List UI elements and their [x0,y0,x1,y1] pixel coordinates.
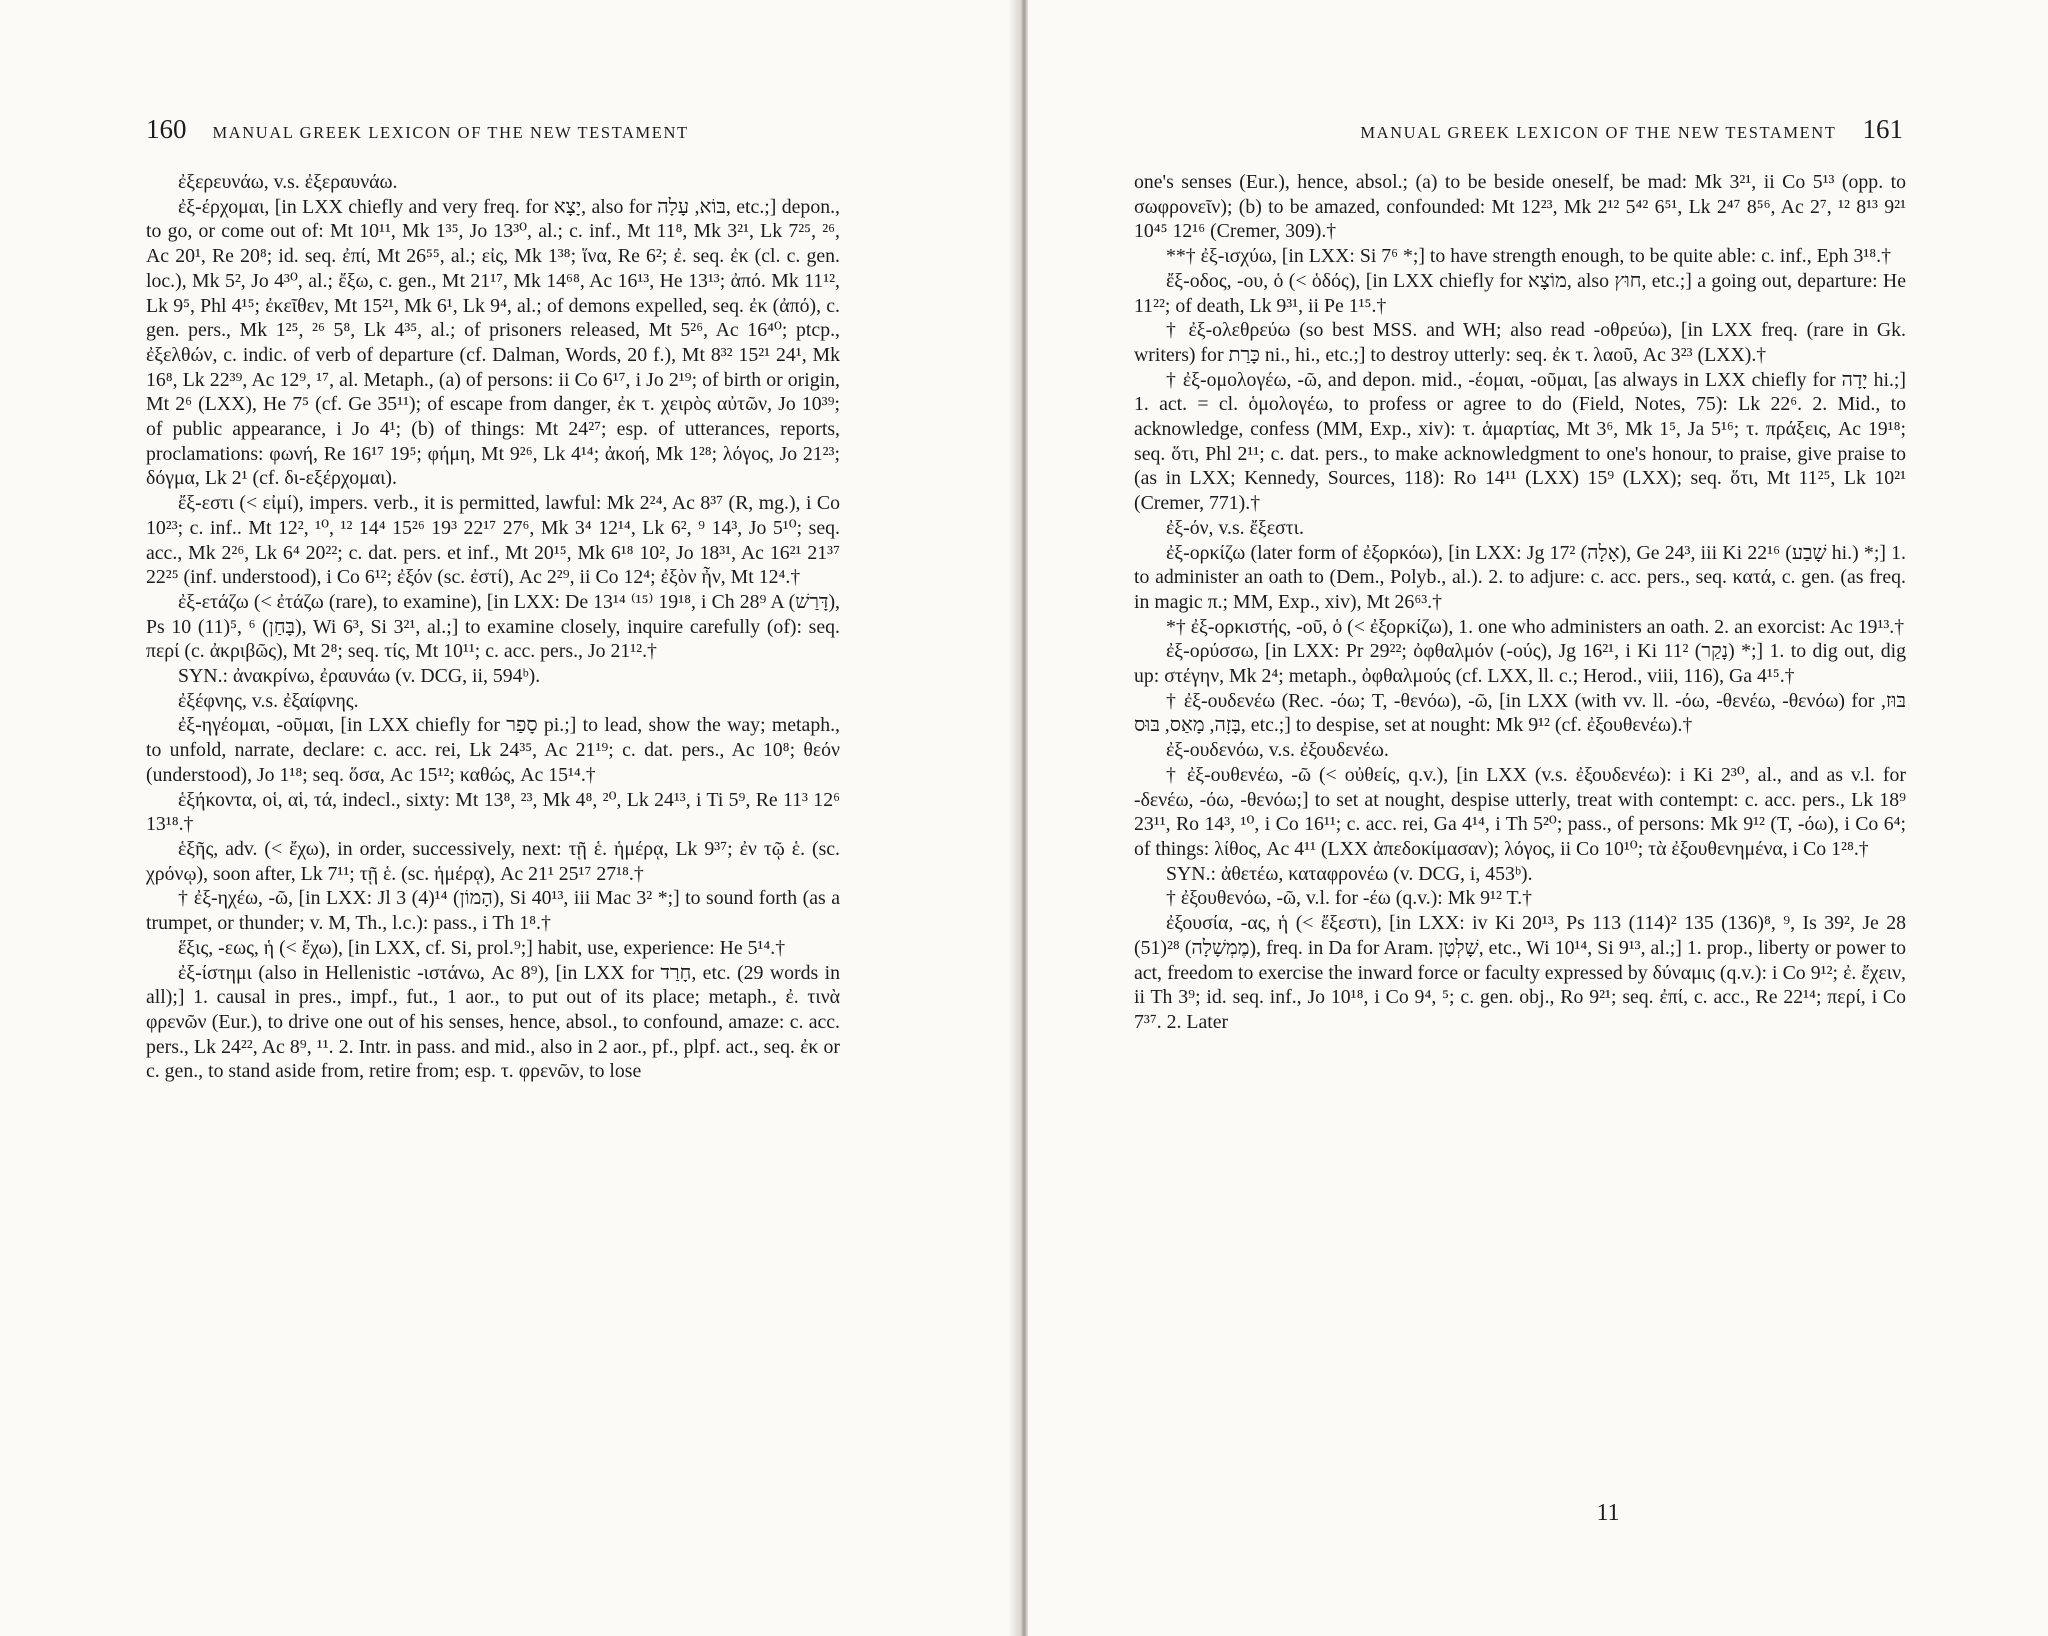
lexicon-entry: ἐξ-ίστημι (also in Hellenistic -ιστάνω, Ac 8⁹), [in LXX for חָרַד, etc. (29 words in all);] 1. causal in pres., impf., fut., 1 aor., to put out of its place; metaph., ἐ. τινὰ φρενῶν (Eur.), to drive one out of his senses, hence, absol., to confound, amaze: c. acc. pers., Lk 24²², Ac 8⁹, ¹¹. 2. Intr. in pass. and mid., also in 2 aor., pf., plpf. act., seq. ἐκ or c. gen., to stand aside from, retire from; esp. τ. φρενῶν, to lose [146,961,840,1083]
lexicon-entry: ἕξις, -εως, ἡ (< ἔχω), [in LXX, cf. Si, prol.⁹;] habit, use, experience: He 5¹⁴.† [178,936,786,959]
right-page [1028,0,2048,1636]
lexicon-entry: ἐξερευνάω, v.s. ἐξεραυνάω. [178,171,398,193]
lexicon-entry: SYN.: ἀνακρίνω, ἐραυνάω (v. DCG, ii, 594ᵇ). [178,665,541,688]
lexicon-entry: SYN.: ἀθετέω, καταφρονέω (v. DCG, i, 453ᵇ). [1166,862,1533,885]
left-page [0,0,1020,1636]
lexicon-entry: † ἐξ-ηχέω, -ῶ, [in LXX: Jl 3 (4)¹⁴ (הָמוֹן), Si 40¹³, iii Mac 3² *;] to sound forth (as a trumpet, or thunder; v. M, Th., l.c.): pass., i Th 1⁸.† [146,887,840,935]
lexicon-entry: ἐξ-ηγέομαι, -οῦμαι, [in LXX chiefly for סָפַר pi.;] to lead, show the way; metaph., to unfold, narrate, declare: c. acc. rei, Lk 24³⁵, Ac 21¹⁹; c. dat. pers., Ac 10⁸; θεόν (understood), Jo 1¹⁸; seq. ὅσα, Ac 15¹²; καθώς, Ac 15¹⁴.† [146,714,840,786]
lexicon-entry: ἐξ-ετάζω (< ἐτάζω (rare), to examine), [in LXX: De 13¹⁴ ⁽¹⁵⁾ 19¹⁸, i Ch 28⁹ A (דָּרַשׁ), Ps 10 (11)⁵, ⁶ (בָּחַן), Wi 6³, Si 3²¹, al.;] to examine closely, inquire carefully (of): seq. περί (c. ἀκριβῶς), Mt 2⁸; seq. τίς, Mt 10¹¹; c. acc. pers., Jo 21¹².† [146,590,840,663]
lexicon-entry: ἑξῆς, adv. (< ἔχω), in order, successively, next: τῇ ἑ. ἡμέρᾳ, Lk 9³⁷; ἐν τῷ ἑ. (sc. χρόνῳ), soon after, Lk 7¹¹; τῇ ἑ. (sc. ἡμέρᾳ), Ac 21¹ 25¹⁷ 27¹⁸.† [146,837,840,885]
page-number: 161 [1862,114,1903,144]
lexicon-entry: ἔξ-εστι (< εἰμί), impers. verb., it is permitted, lawful: Mk 2²⁴, Ac 8³⁷ (R, mg.), i Co 10²³; c. inf.. Mt 12², ¹⁰, ¹² 14⁴ 15²⁶ 19³ 22¹⁷ 27⁶, Mk 3⁴ 12¹⁴, Lk 6², ⁹ 14³, Jo 5¹⁰; seq. acc., Mk 2²⁶, Lk 6⁴ 20²²; c. dat. pers. et inf., Mt 20¹⁵, Mk 6¹⁸ 10², Jo 18³¹, Ac 16²¹ 21³⁷ 22²⁵ (inf. understood), i Co 6¹²; ἐξόν (sc. ἐστί), Ac 2²⁹, ii Co 12⁴; ἐξὸν ἦν, Mt 12⁴.† [146,492,840,589]
lexicon-entry: **† ἐξ-ισχύω, [in LXX: Si 7⁶ *;] to have strength enough, to be quite able: c. inf., Eph 3¹⁸.† [1166,245,1892,268]
lexicon-entry: one's senses (Eur.), hence, absol.; (a) to be beside oneself, be mad: Mk 3²¹, ii Co 5¹³ (opp. to σωφρονεῖν); (b) to be amazed, confounded: Mt 12²³, Mk 2¹² 5⁴² 6⁵¹, Lk 2⁴⁷ 8⁵⁶, Ac 2⁷, ¹² 8¹³ 9²¹ 10⁴⁵ 12¹⁶ (Cremer, 309).† [1134,171,1906,243]
lexicon-entry: † ἐξουθενόω, -ῶ, v.l. for -έω (q.v.): Mk 9¹² T.† [1166,887,1532,910]
lexicon-entry: ἐξουσία, -ας, ἡ (< ἔξεστι), [in LXX: iv Ki 20¹³, Ps 113 (114)² 135 (136)⁸, ⁹, Is 39², Je 28 (51)²⁸ (מֶמְשָׁלָה), freq. in Da for Aram. שָׁלְטָן, etc., Wi 10¹⁴, Si 9¹³, al.;] 1. prop., liberty or power to act, freedom to exercise the inward force or faculty expressed by δύναμις (q.v.): i Co 9¹²; ἐ. ἔχειν, ii Th 3⁹; id. seq. inf., Jo 10¹⁸, i Co 9⁴, ⁵; c. gen. obj., Ro 9²¹; seq. ἐπί, c. acc., Re 22¹⁴; περί, i Co 7³⁷. 2. Later [1134,912,1906,1033]
page-number: 160 [146,114,187,144]
page-header [146,114,836,154]
lexicon-entry: † ἐξ-ομολογέω, -ῶ, and depon. mid., -έομαι, -οῦμαι, [as always in LXX chiefly for יָדָה hi.;] 1. act. = cl. ὁμολογέω, to profess or agree to do (Field, Notes, 75): Lk 22⁶. 2. Mid., to acknowledge, confess (MM, Exp., xiv): τ. ἁμαρτίας, Mt 3⁶, Mk 1⁵, Ja 5¹⁶; τ. πράξεις, Ac 19¹⁸; seq. ὅτι, Phl 2¹¹; c. dat. pers., to make acknowledgment to one's honour, to praise, give praise to (as in LXX; Kennedy, Sources, 118): Ro 14¹¹ (LXX) 15⁹ (LXX); seq. ὅτι, Mt 11²⁵, Lk 10²¹ (Cremer, 771).† [1134,368,1906,515]
lexicon-entry: *† ἐξ-ορκιστής, -οῦ, ὁ (< ἐξορκίζω), 1. one who administers an oath. 2. an exorcist: Ac 19¹³.† [1166,615,1905,638]
lexicon-entry: † ἐξ-ουδενέω (Rec. -όω; T, -θενόω), -ῶ, [in LXX (with vv. ll. -όω, -θενέω, -θενόω) for בּוּז, בָּזָה, מָאַס, בּוּס, etc.;] to despise, set at nought: Mk 9¹² (cf. ἐξουθενέω).† [1134,689,1906,737]
lexicon-entry: ἑξήκοντα, οἱ, αἱ, τά, indecl., sixty: Mt 13⁸, ²³, Mk 4⁸, ²⁰, Lk 24¹³, i Ti 5⁹, Re 11³ 12⁶ 13¹⁸.† [146,788,840,836]
lexicon-entry: ἐξ-έρχομαι, [in LXX chiefly and very freq. for יָצָא, also for בּוֹא, עָלָה, etc.;] depon., to go, or come out of: Mt 10¹¹, Mk 1³⁵, Jo 13³⁰, al.; c. inf., Mt 11⁸, Mk 3²¹, Lk 7²⁵, ²⁶, Ac 20¹, Re 20⁸; id. seq. ἐπί, Mt 26⁵⁵, al.; εἰς, Mk 1³⁸; ἵνα, Re 6²; ἐ. seq. ἐκ (cl. c. gen. loc.), Mk 5², Jo 4³⁰, al.; ἔξω, c. gen., Mt 21¹⁷, Mk 14⁶⁸, Ac 16¹³, He 13¹³; ἀπό. Mk 11¹², Lk 9⁵, Phl 4¹⁵; ἐκεῖθεν, Mt 15²¹, Mk 6¹, Lk 9⁴, al.; of demons expelled, seq. ἐκ (ἀπό), c. gen. pers., Mk 1²⁵, ²⁶ 5⁸, Lk 4³⁵, al.; of prisoners released, Mt 5²⁶, Ac 16⁴⁰; ptcp., ἐξελθών, c. indic. of verb of departure (cf. Dalman, Words, 20 f.), Mt 8³² 15²¹ 24¹, Mk 16⁸, Lk 22³⁹, Ac 12⁹, ¹⁷, al. Metaph., (a) of persons: ii Co 6¹⁷, i Jo 2¹⁹; of birth or origin, Mt 2⁶ (LXX), He 7⁵ (cf. Ge 35¹¹); of escape from danger, ἐκ τ. χειρὸς αὐτῶν, Jo 10³⁹; of public appearance, i Jo 4¹; (b) of things: Mt 24²⁷; esp. of utterances, reports, proclamations: φωνή, Re 16¹⁷ 19⁵; φήμη, Mt 9²⁶, Lk 4¹⁴; ἀκοή, Mk 1²⁸; λόγος, Jo 21²³; δόγμα, Lk 2¹ (cf. δι-εξέρχομαι). [146,195,840,490]
lexicon-entry: † ἐξ-ολεθρεύω (so best MSS. and WH; also read -οθρεύω), [in LXX freq. (rare in Gk. writers) for כָּרַת ni., hi., etc.;] to destroy utterly: seq. ἐκ τ. λαοῦ, Ac 3²³ (LXX).† [1134,319,1906,366]
lexicon-entry: ἐξέφνης, v.s. ἐξαίφνης. [178,689,359,712]
lexicon-entry: ἐξ-όν, v.s. ἔξεστι. [1166,516,1304,539]
lexicon-column [1134,170,1906,1510]
lexicon-column [146,170,840,1510]
lexicon-entry: ἔξ-οδος, -ου, ὁ (< ὁδός), [in LXX chiefly for מוֹצָא, also חוּץ, etc.;] a going out, departure: He 11²²; of death, Lk 9³¹, ii Pe 1¹⁵.† [1134,269,1906,317]
running-head: MANUAL GREEK LEXICON OF THE NEW TESTAMENT [1360,123,1837,142]
lexicon-entry: † ἐξ-ουθενέω, -ῶ (< οὐθείς, q.v.), [in LXX (v.s. ἐξουδενέω): i Ki 2³⁰, al., and as v.l. for -δενέω, -όω, -θενόω;] to set at nought, despise utterly, treat with contempt: c. acc. pers., Lk 18⁹ 23¹¹, Ro 14³, ¹⁰, i Co 16¹¹; c. acc. rei, Ga 4¹⁴, i Th 5²⁰; pass., of persons: Mk 9¹² (T, -όω), i Co 6⁴; of things: λίθος, Ac 4¹¹ (LXX ἀπεδοκίμασαν); λόγος, ii Co 10¹⁰; τὰ ἐξουθενημένα, i Co 1²⁸.† [1134,763,1906,860]
lexicon-entry: ἐξ-ορύσσω, [in LXX: Pr 29²²; ὀφθαλμόν (-ούς), Jg 16²¹, i Ki 11² (נָקַר) *;] 1. to dig out, dig up: στέγην, Mk 2⁴; metaph., ὀφθαλμούς (cf. LXX, ll. c.; Herod., viii, 116), Ga 4¹⁵.† [1134,640,1906,688]
running-head: MANUAL GREEK LEXICON OF THE NEW TESTAMENT [212,123,689,142]
signature-mark: 11 [1596,1500,1620,1526]
lexicon-entry: ἐξ-ορκίζω (later form of ἐξορκόω), [in LXX: Jg 17² (אָלָה), Ge 24³, iii Ki 22¹⁶ (שָׁבַע hi.) *;] 1. to administer an oath to (Dem., Polyb., al.). 2. to adjure: c. acc. pers., seq. κατά, c. gen. (as freq. in magic π.; MM, Exp., xiv), Mt 26⁶³.† [1134,541,1906,613]
page-header [1178,114,1903,154]
lexicon-entry: ἐξ-ουδενόω, v.s. ἐξουδενέω. [1166,739,1389,762]
